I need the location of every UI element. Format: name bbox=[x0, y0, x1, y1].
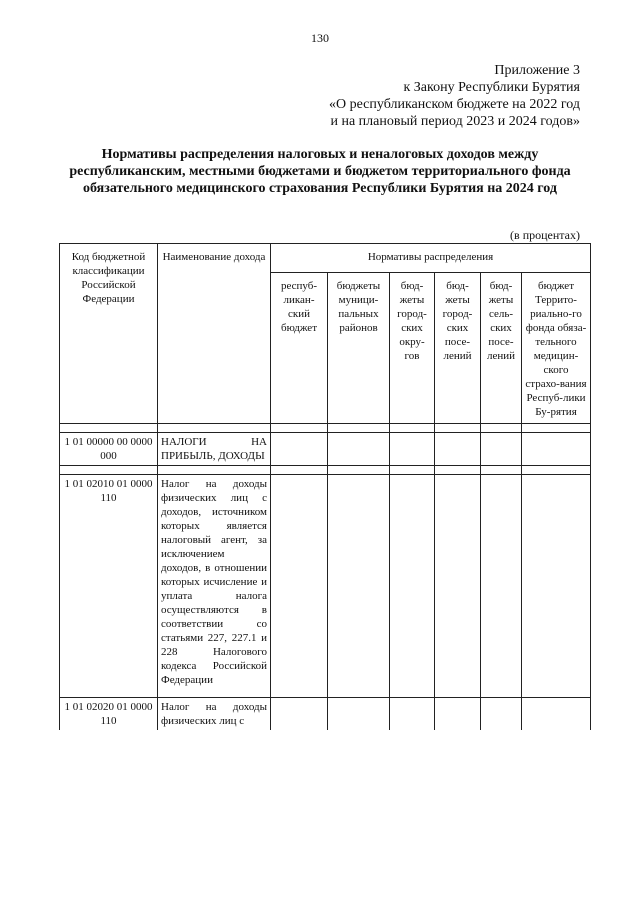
header-col-municipal-districts: бюджеты муници-пальных районов bbox=[328, 273, 390, 424]
header-row-top bbox=[60, 244, 591, 273]
row-value bbox=[328, 475, 390, 698]
header-col-health-insurance-fund: бюджет Террито-риально-го фонда обяза-тельного медицин-ского страхо-вания Респуб-лики Бу-рятия bbox=[522, 273, 591, 424]
row-value bbox=[522, 698, 591, 731]
row-name: Налог на доходы физических лиц с доходов, источником которых является налоговый агент, за исключением доходов, в отношении которых исчисление и уплата налога осуществляются в соответствии со статьями 227, 227.1 и 228 Налогового кодекса Российской Федерации bbox=[158, 475, 271, 698]
row-value bbox=[481, 475, 522, 698]
page-number: 130 bbox=[311, 31, 329, 45]
row-name: НАЛОГИ НА ПРИБЫЛЬ, ДОХОДЫ bbox=[158, 433, 271, 466]
appendix-line: Приложение 3 bbox=[494, 63, 580, 78]
row-value bbox=[481, 433, 522, 466]
table-row bbox=[60, 475, 591, 698]
row-code: 1 01 02020 01 0000 110 bbox=[60, 698, 158, 731]
row-name: Налог на доходы физических лиц с bbox=[158, 698, 271, 731]
appendix-line: «О республиканском бюджете на 2022 год bbox=[329, 97, 580, 112]
row-value bbox=[271, 433, 328, 466]
header-norms-group: Нормативы распределения bbox=[271, 244, 591, 273]
row-value bbox=[522, 433, 591, 466]
document-title: Нормативы распределения налоговых и неналоговых доходов между республиканским, местными бюджетами и бюджетом территориального фонда обязательного медицинского страхования Республики Бурятия на 2024 год bbox=[69, 147, 571, 196]
spacer-row bbox=[60, 424, 591, 433]
header-col-urban-settlements: бюд-жеты город-ских посе-лений bbox=[435, 273, 481, 424]
appendix-line: к Закону Республики Бурятия bbox=[403, 80, 580, 95]
row-value bbox=[435, 433, 481, 466]
row-value bbox=[435, 475, 481, 698]
row-value bbox=[390, 698, 435, 731]
units-note: (в процентах) bbox=[510, 228, 580, 242]
header-col-urban-districts: бюд-жеты город-ских окру-гов bbox=[390, 273, 435, 424]
row-value bbox=[390, 433, 435, 466]
row-value bbox=[481, 698, 522, 731]
spacer-row bbox=[60, 466, 591, 475]
distribution-norms-table bbox=[59, 243, 591, 730]
appendix-line: и на плановый период 2023 и 2024 годов» bbox=[330, 114, 580, 129]
table-row bbox=[60, 698, 591, 731]
row-value bbox=[328, 433, 390, 466]
row-code: 1 01 02010 01 0000 110 bbox=[60, 475, 158, 698]
row-code: 1 01 00000 00 0000 000 bbox=[60, 433, 158, 466]
header-code: Код бюджетной классификации Российской Федерации bbox=[60, 244, 158, 424]
appendix-heading bbox=[329, 62, 580, 130]
row-value bbox=[522, 475, 591, 698]
row-value bbox=[328, 698, 390, 731]
header-name: Наименование дохода bbox=[158, 244, 271, 424]
header-col-republican: респуб-ликан-ский бюджет bbox=[271, 273, 328, 424]
row-value bbox=[390, 475, 435, 698]
row-value bbox=[435, 698, 481, 731]
header-col-rural-settlements: бюд-жеты сель-ских посе-лений bbox=[481, 273, 522, 424]
table-row bbox=[60, 433, 591, 466]
row-value bbox=[271, 475, 328, 698]
row-value bbox=[271, 698, 328, 731]
